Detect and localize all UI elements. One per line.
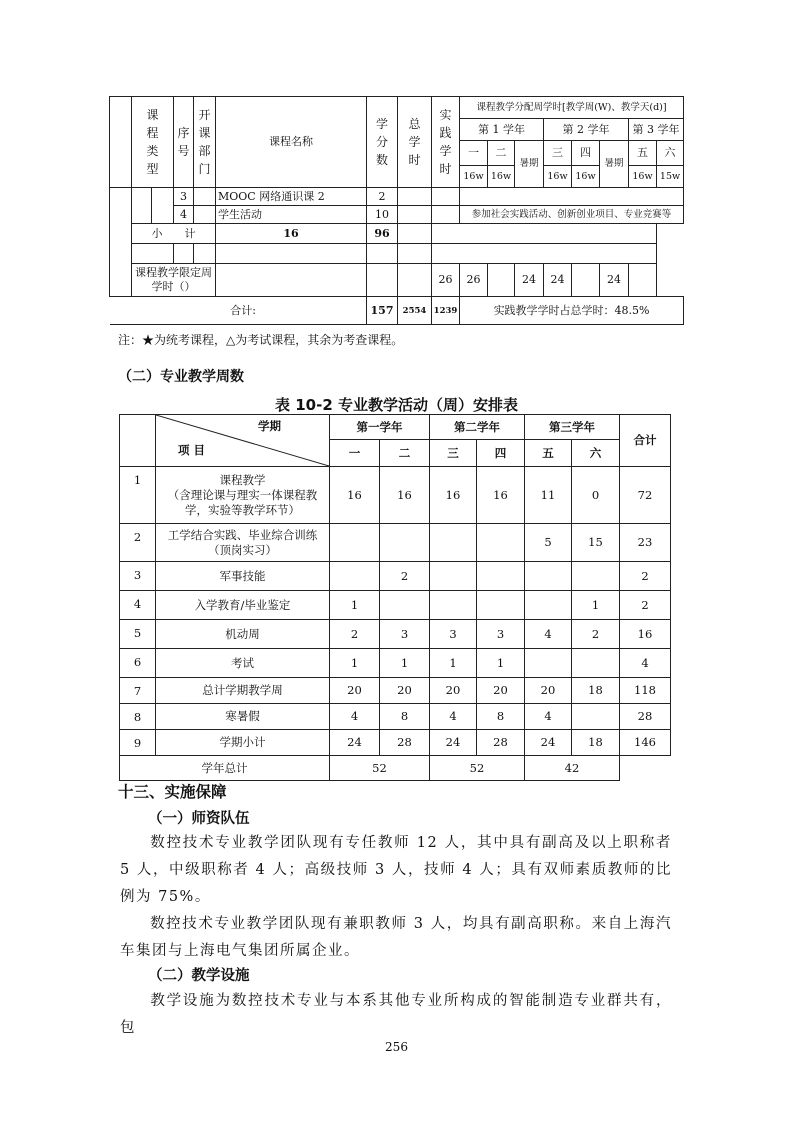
row-number: 2 [120, 524, 156, 562]
header-year-2: 第 2 学年 [544, 119, 629, 141]
table-row-name: 学生活动 [216, 206, 367, 224]
type-cell [110, 188, 132, 297]
header-course-type [132, 97, 174, 188]
row-value: 4 [525, 620, 572, 649]
course-plan-table [109, 96, 684, 325]
diagonal-line [156, 415, 329, 466]
limit-term-5: 24 [600, 264, 629, 297]
paragraph-text: 教学设施为数控技术专业与本系其他专业所构成的智能制造专业群共有，包 [120, 993, 672, 1036]
blank-cell [216, 244, 367, 264]
table-row [120, 467, 671, 524]
row-value: 2 [380, 562, 430, 591]
row-value [380, 524, 430, 562]
row-value: 2 [572, 620, 620, 649]
row-value: 0 [572, 467, 620, 524]
row-value [572, 704, 620, 730]
row-value: 16 [330, 467, 380, 524]
weeks-1: 16w [460, 166, 488, 188]
row-item: 学期小计 [156, 730, 330, 756]
row-value: 3 [430, 620, 477, 649]
row-value: 20 [525, 678, 572, 704]
row-value: 20 [477, 678, 525, 704]
row-number: 9 [120, 730, 156, 756]
blank-cell [367, 264, 398, 297]
alloc-cell [460, 188, 684, 206]
row-value: 1 [380, 649, 430, 678]
header-char: 分 [375, 135, 388, 149]
term-4: 四 [572, 141, 600, 166]
row-value [525, 649, 572, 678]
term-header: 一 [330, 440, 380, 467]
row-value: 3 [477, 620, 525, 649]
table-row-credits: 10 [367, 206, 398, 224]
header-allocation: 课程教学分配周学时[教学周(W)、教学天(d)] [460, 97, 684, 119]
weeks-5: 16w [629, 166, 657, 188]
header-char: 部 [198, 144, 211, 158]
year-1-header: 第一学年 [330, 415, 430, 440]
header-char: 课 [198, 126, 211, 140]
header-course-name: 课程名称 [216, 97, 367, 188]
subtotal-hours: 96 [367, 224, 398, 244]
table-row [120, 730, 671, 756]
blank-cell [398, 244, 432, 264]
weeks-3: 16w [544, 166, 572, 188]
paragraph-adjunct [120, 911, 672, 965]
row-value [525, 562, 572, 591]
header-credits [367, 97, 398, 188]
section-13-title: 十三、实施保障 [118, 783, 227, 801]
term-header: 二 [380, 440, 430, 467]
row-value [572, 649, 620, 678]
row-total: 23 [620, 524, 671, 562]
total-hours: 2554 [398, 297, 432, 325]
corner-term-label: 学期 [258, 419, 281, 433]
row-item: 军事技能 [156, 562, 330, 591]
row-value: 24 [330, 730, 380, 756]
row-value: 1 [477, 649, 525, 678]
term-1: 一 [460, 141, 488, 166]
header-year-3: 第 3 学年 [629, 119, 684, 141]
row-value: 20 [430, 678, 477, 704]
term-summer-1: 暑期 [515, 141, 544, 188]
table-row [120, 620, 671, 649]
row-item: 工学结合实践、毕业综合训练（顶岗实习） [156, 524, 330, 562]
header-seq [174, 97, 194, 188]
subtotal-alloc [432, 224, 657, 244]
row-total: 118 [620, 678, 671, 704]
year-total-3: 42 [525, 756, 620, 781]
header-char: 号 [177, 144, 190, 158]
row-value [477, 524, 525, 562]
header-char: 学 [408, 135, 421, 149]
row-value: 2 [330, 620, 380, 649]
year-2-header: 第二学年 [430, 415, 525, 440]
row-value [477, 562, 525, 591]
header-practice [432, 97, 460, 188]
blank-cell [629, 264, 657, 297]
row-total: 72 [620, 467, 671, 524]
group-cell [152, 188, 174, 224]
practice-ratio: 实践教学学时占总学时：48.5% [460, 297, 684, 325]
table-row-seq: 4 [174, 206, 194, 224]
subtotal-credits: 16 [216, 224, 367, 244]
row-value: 1 [330, 649, 380, 678]
hours-cell [398, 206, 432, 224]
term-header: 六 [572, 440, 620, 467]
row-value: 28 [477, 730, 525, 756]
row-value: 11 [525, 467, 572, 524]
term-2: 二 [488, 141, 515, 166]
header-char: 门 [198, 162, 211, 176]
row-value [330, 562, 380, 591]
term-header: 五 [525, 440, 572, 467]
student-activity-note: 参加社会实践活动、创新创业项目、专业竞赛等 [460, 206, 684, 224]
subtotal-practice [398, 224, 432, 244]
table-row-credits: 2 [367, 188, 398, 206]
table-note: 注：★为统考课程，△为考试课程，其余为考查课程。 [118, 333, 404, 347]
row-value [330, 524, 380, 562]
row-value: 4 [430, 704, 477, 730]
table-row [120, 704, 671, 730]
row-value: 20 [330, 678, 380, 704]
blank-cell [367, 244, 398, 264]
header-year-1: 第 1 学年 [460, 119, 544, 141]
corner-no [120, 415, 156, 467]
row-total: 28 [620, 704, 671, 730]
row-total: 4 [620, 649, 671, 678]
year-3-header: 第三学年 [525, 415, 620, 440]
row-value: 18 [572, 730, 620, 756]
row-value: 16 [477, 467, 525, 524]
table-row [120, 678, 671, 704]
row-item: 总计学期教学周 [156, 678, 330, 704]
subtype-cell [132, 188, 152, 224]
table-row [120, 591, 671, 620]
paragraph-text: 数控技术专业教学团队现有兼职教师 3 人，均具有副高职称。来自上海汽车集团与上海电气集团所属企业。 [120, 916, 672, 959]
header-char: 数 [375, 153, 388, 167]
header-char: 总 [408, 117, 421, 131]
row-value [572, 562, 620, 591]
total-credits: 157 [367, 297, 398, 325]
corner-item-label: 项 目 [178, 443, 206, 457]
hours-cell [398, 188, 432, 206]
blank-cell [398, 264, 432, 297]
row-value: 8 [380, 704, 430, 730]
practice-cell [432, 206, 460, 224]
weeks-2: 16w [488, 166, 515, 188]
row-value: 1 [330, 591, 380, 620]
row-item: 课程教学 （含理论课与理实一体课程教学，实验等教学环节） [156, 467, 330, 524]
row-total: 16 [620, 620, 671, 649]
row-value: 5 [525, 524, 572, 562]
row-number: 5 [120, 620, 156, 649]
blank-cell [432, 244, 657, 264]
corner-header [156, 415, 330, 467]
row-number: 1 [120, 467, 156, 524]
term-header: 三 [430, 440, 477, 467]
header-char: 学 [439, 144, 452, 158]
table-row-seq: 3 [174, 188, 194, 206]
practice-cell [432, 188, 460, 206]
header-char: 序 [177, 126, 190, 140]
row-total: 146 [620, 730, 671, 756]
table-row [120, 562, 671, 591]
dept-cell [194, 206, 216, 224]
limit-label: 课程教学限定周学时（） [132, 264, 216, 297]
row-number: 4 [120, 591, 156, 620]
header-hours [398, 97, 432, 188]
row-item: 机动周 [156, 620, 330, 649]
dept-cell [194, 188, 216, 206]
row-value: 16 [380, 467, 430, 524]
row-total: 2 [620, 591, 671, 620]
blank-cell [174, 244, 194, 264]
type-blank [110, 97, 132, 188]
total-practice: 1239 [432, 297, 460, 325]
header-char: 时 [408, 153, 421, 167]
term-3: 三 [544, 141, 572, 166]
term-6: 六 [657, 141, 684, 166]
paragraph-teachers [120, 830, 672, 911]
table-row-name: MOOC 网络通识课 2 [216, 188, 367, 206]
term-5: 五 [629, 141, 657, 166]
row-value: 28 [380, 730, 430, 756]
subtotal-label: 小 计 [132, 224, 216, 244]
row-number: 7 [120, 678, 156, 704]
row-value [477, 591, 525, 620]
row-value [430, 524, 477, 562]
page-number: 256 [385, 1040, 408, 1054]
header-char: 实 [439, 108, 452, 122]
limit-term-3: 24 [515, 264, 544, 297]
row-item: 寒暑假 [156, 704, 330, 730]
subsection-facilities-title: （二）教学设施 [148, 968, 250, 984]
row-value: 20 [380, 678, 430, 704]
row-number: 8 [120, 704, 156, 730]
term-header: 四 [477, 440, 525, 467]
row-value: 15 [572, 524, 620, 562]
table-row [120, 649, 671, 678]
weeks-6: 15w [657, 166, 684, 188]
weeks-4: 16w [572, 166, 600, 188]
row-value: 16 [430, 467, 477, 524]
row-total: 2 [620, 562, 671, 591]
total-header: 合计 [620, 415, 671, 467]
row-value [380, 591, 430, 620]
term-summer-2: 暑期 [600, 141, 629, 188]
row-value: 18 [572, 678, 620, 704]
blank-cell [194, 244, 216, 264]
section-weeks-title: （二）专业教学周数 [118, 369, 244, 385]
paragraph-text: 数控技术专业教学团队现有专任教师 12 人，其中具有副高及以上职称者 5 人，中级职称者 4 人；高级技师 3 人，技师 4 人；具有双师素质教师的比例为 75%。 [120, 835, 672, 905]
table2-title: 表 10-2 专业教学活动（周）安排表 [275, 396, 518, 414]
header-dept [194, 97, 216, 188]
header-char: 践 [439, 126, 452, 140]
row-number: 3 [120, 562, 156, 591]
row-item: 考试 [156, 649, 330, 678]
row-value: 4 [330, 704, 380, 730]
paragraph-facilities [120, 988, 672, 1042]
header-char: 类 [146, 144, 159, 158]
row-value: 1 [430, 649, 477, 678]
total-label: 合计: [110, 297, 367, 325]
row-value [430, 591, 477, 620]
blank-cell [488, 264, 515, 297]
teaching-weeks-table [119, 414, 671, 781]
header-char: 开 [198, 108, 211, 122]
row-value: 8 [477, 704, 525, 730]
year-total-1: 52 [330, 756, 430, 781]
row-value: 24 [525, 730, 572, 756]
limit-term-4: 24 [544, 264, 572, 297]
row-value: 3 [380, 620, 430, 649]
header-char: 课 [146, 108, 159, 122]
limit-term-2: 26 [460, 264, 488, 297]
blank-cell [572, 264, 600, 297]
year-total-label: 学年总计 [120, 756, 330, 781]
row-value: 4 [525, 704, 572, 730]
header-char: 型 [146, 162, 159, 176]
header-char: 程 [146, 126, 159, 140]
blank-cell [132, 244, 174, 264]
row-value: 1 [572, 591, 620, 620]
year-total-2: 52 [430, 756, 525, 781]
subsection-teachers-title: （一）师资队伍 [148, 811, 250, 827]
header-char: 时 [439, 162, 452, 176]
blank-cell [216, 264, 367, 297]
row-value [430, 562, 477, 591]
row-number: 6 [120, 649, 156, 678]
row-value [525, 591, 572, 620]
table-row [120, 524, 671, 562]
row-value: 24 [430, 730, 477, 756]
limit-term-1: 26 [432, 264, 460, 297]
header-char: 学 [375, 117, 388, 131]
row-item: 入学教育/毕业鉴定 [156, 591, 330, 620]
